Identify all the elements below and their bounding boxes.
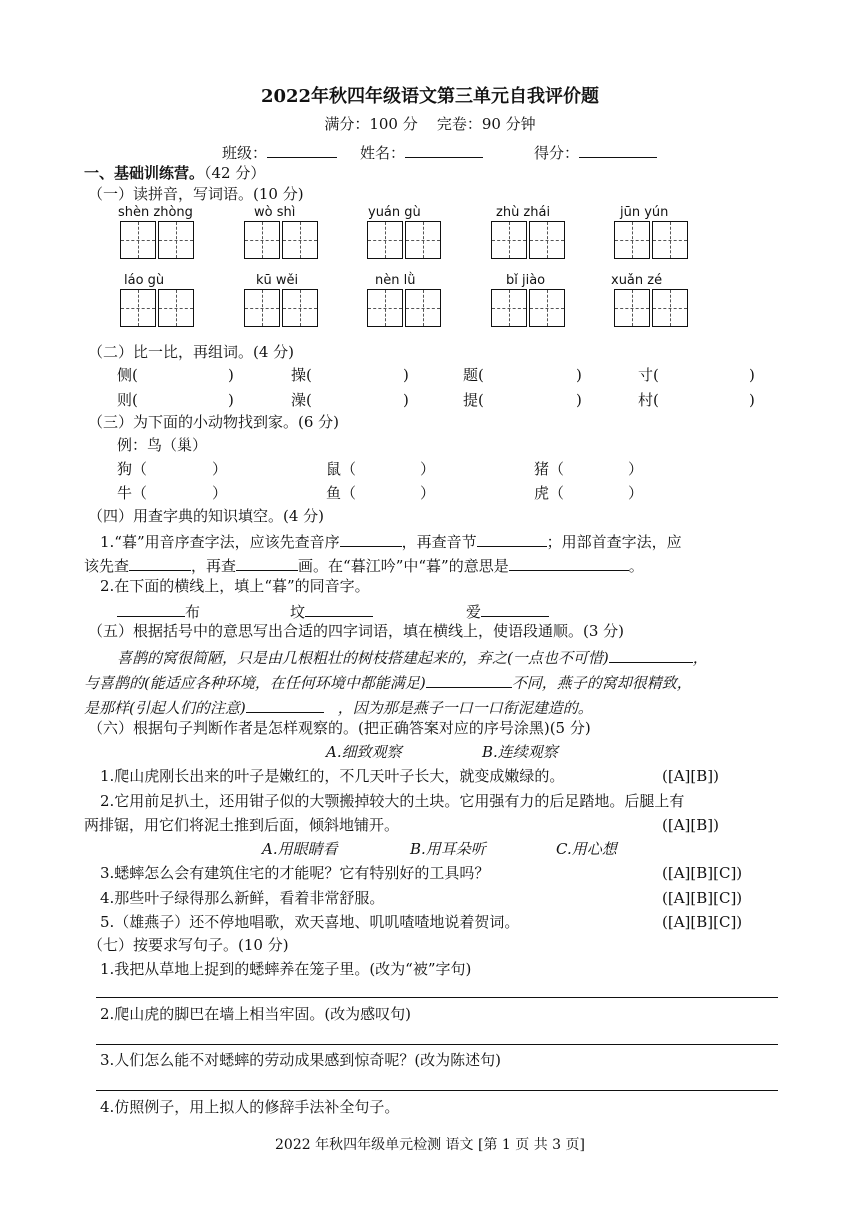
writing-cell[interactable] <box>652 289 688 327</box>
answer-blank[interactable] <box>477 532 547 547</box>
q4-text: 画。在“暮江吟”中“暮”的意思是 <box>298 557 509 575</box>
answer-line[interactable] <box>96 1090 778 1091</box>
writing-cell[interactable] <box>367 221 403 259</box>
paren-close: ) <box>228 366 234 384</box>
q4-text: 。 <box>628 557 644 575</box>
writing-cell[interactable] <box>405 221 441 259</box>
writing-cell[interactable] <box>529 221 565 259</box>
answer-blank[interactable] <box>117 602 185 617</box>
page-footer: 2022 年秋四年级单元检测 语文 [第 1 页 共 3 页] <box>275 1137 585 1153</box>
score-label: 得分： <box>534 144 580 162</box>
pinyin: nèn lǜ <box>375 273 416 288</box>
answer-choice[interactable]: ([A][B][C]) <box>662 913 743 931</box>
answer-blank[interactable] <box>340 532 402 547</box>
pinyin: shèn zhòng <box>118 205 193 220</box>
paren-close: ） <box>628 484 644 502</box>
answer-line[interactable] <box>96 997 778 998</box>
compare-item: 则( <box>117 391 138 409</box>
q3-heading: （三）为下面的小动物找到家。(6 分) <box>88 413 340 431</box>
q6-sentence: 4.那些叶子绿得那么新鲜，看着非常舒服。 <box>100 889 385 907</box>
class-field[interactable] <box>222 143 337 161</box>
answer-blank[interactable] <box>509 556 629 571</box>
q1-heading: （一）读拼音，写词语。(10 分) <box>88 185 304 203</box>
pinyin: kū wěi <box>256 273 299 288</box>
q5-heading: （五）根据括号中的意思写出合适的四字词语，填在横线上，使语段通顺。(3 分) <box>88 622 625 640</box>
q5-text: 是那样(引起人们的注意) <box>84 699 246 717</box>
q4-text: ，再查 <box>191 557 237 575</box>
q6-sentence: 两排锯，用它们将泥土推到后面，倾斜地铺开。 <box>84 816 400 834</box>
writing-cell[interactable] <box>652 221 688 259</box>
writing-cell[interactable] <box>614 221 650 259</box>
compare-item: 村( <box>638 391 659 409</box>
writing-cell[interactable] <box>367 289 403 327</box>
class-label: 班级： <box>222 144 268 162</box>
writing-cell[interactable] <box>614 289 650 327</box>
paren-close: ) <box>403 391 409 409</box>
q4-line2 <box>84 556 644 574</box>
answer-choice[interactable]: ([A][B]) <box>662 816 719 834</box>
q6-heading: （六）根据句子判断作者是怎样观察的。(把正确答案对应的序号涂黑)(5 分) <box>88 719 591 737</box>
paren-close: ） <box>628 460 644 478</box>
answer-blank[interactable] <box>129 556 191 571</box>
q5-line3 <box>84 698 593 716</box>
writing-cell[interactable] <box>491 221 527 259</box>
pinyin: láo gù <box>124 273 165 288</box>
q5-text: ， <box>692 649 708 667</box>
animal-item: 牛（ <box>117 484 148 502</box>
homophone-item <box>290 602 373 620</box>
q4-text: 该先查 <box>84 557 130 575</box>
writing-cell[interactable] <box>282 289 318 327</box>
q4-text: 1.“暮”用音序查字法，应该先查音序 <box>100 533 340 551</box>
paren-close: ) <box>403 366 409 384</box>
writing-cell[interactable] <box>405 289 441 327</box>
q4-line3: 2.在下面的横线上，填上“暮”的同音字。 <box>100 577 370 595</box>
q7-sentence: 4.仿照例子，用上拟人的修辞手法补全句子。 <box>100 1098 400 1116</box>
option: B.连续观察 <box>482 743 558 761</box>
q7-sentence: 1.我把从草地上捉到的蟋蟀养在笼子里。(改为“被”字句) <box>100 960 472 978</box>
writing-cell[interactable] <box>158 289 194 327</box>
compare-item: 提( <box>463 391 484 409</box>
pinyin: bǐ jiào <box>506 273 546 288</box>
answer-blank[interactable] <box>426 673 512 688</box>
name-field[interactable] <box>360 143 483 161</box>
option: C.用心想 <box>556 840 617 858</box>
writing-cell[interactable] <box>158 221 194 259</box>
homophone-word: 爱 <box>466 603 482 621</box>
exam-meta <box>0 117 860 132</box>
paren-close: ) <box>576 366 582 384</box>
paren-close: ） <box>212 484 228 502</box>
q3-example: 例：鸟（巢） <box>117 436 208 454</box>
q4-heading: （四）用查字典的知识填空。(4 分) <box>88 507 325 525</box>
animal-item: 鼠（ <box>326 460 357 478</box>
paren-close: ） <box>212 460 228 478</box>
q6-sentence: 3.蟋蟀怎么会有建筑住宅的才能呢？它有特别好的工具吗？ <box>100 864 490 882</box>
animal-item: 鱼（ <box>326 484 357 502</box>
q7-sentence: 2.爬山虎的脚巴在墙上相当牢固。(改为感叹句) <box>100 1005 412 1023</box>
q5-line1 <box>117 648 708 666</box>
writing-cell[interactable] <box>282 221 318 259</box>
answer-choice[interactable]: ([A][B][C]) <box>662 864 743 882</box>
pinyin: wò shì <box>254 205 296 220</box>
q5-line2 <box>84 673 692 691</box>
q6-sentence: 1.爬山虎刚长出来的叶子是嫩红的，不几天叶子长大，就变成嫩绿的。 <box>100 767 565 785</box>
page-title: 2022年秋四年级语文第三单元自我评价题 <box>260 86 600 107</box>
writing-cell[interactable] <box>244 289 280 327</box>
q5-text: 不同，燕子的窝却很精致， <box>511 674 692 692</box>
name-blank[interactable] <box>405 143 483 158</box>
homophone-word: 坟 <box>290 603 306 621</box>
answer-blank[interactable] <box>609 648 693 663</box>
writing-cell[interactable] <box>491 289 527 327</box>
score-blank[interactable] <box>579 143 657 158</box>
compare-item: 操( <box>291 366 312 384</box>
q5-text: ，因为那是燕子一口一口衔泥建造的。 <box>337 699 593 717</box>
writing-cell[interactable] <box>529 289 565 327</box>
score-field[interactable] <box>534 143 657 161</box>
q7-sentence: 3.人们怎么能不对蟋蟀的劳动成果感到惊奇呢？(改为陈述句) <box>100 1051 502 1069</box>
answer-line[interactable] <box>96 1044 778 1045</box>
q4-text: ；用部首查字法，应 <box>546 533 682 551</box>
compare-item: 题( <box>463 366 484 384</box>
homophone-item <box>466 602 549 620</box>
q6-sentence: 2.它用前足扒土，还用钳子似的大颚搬掉较大的土块。它用强有力的后足踏地。后腿上有 <box>100 792 685 810</box>
animal-item: 虎（ <box>534 484 565 502</box>
pinyin: xuǎn zé <box>611 273 663 288</box>
q4-line1 <box>100 532 682 550</box>
pinyin: yuán gù <box>368 205 421 220</box>
homophone-item <box>117 602 200 620</box>
option: A.用眼睛看 <box>262 840 338 858</box>
section-title: 一、基础训练营。 <box>84 164 205 182</box>
q7-heading: （七）按要求写句子。(10 分) <box>88 936 289 954</box>
homophone-word: 布 <box>185 603 201 621</box>
q4-text: ，再查音节 <box>401 533 477 551</box>
paren-close: ） <box>420 484 436 502</box>
option: B.用耳朵听 <box>410 840 486 858</box>
paren-close: ) <box>749 366 755 384</box>
answer-blank[interactable] <box>246 698 324 713</box>
writing-cell[interactable] <box>244 221 280 259</box>
compare-item: 澡( <box>291 391 312 409</box>
compare-item: 寸( <box>638 366 659 384</box>
duration: 完卷：90 分钟 <box>436 115 536 133</box>
writing-cell[interactable] <box>120 289 156 327</box>
paren-close: ） <box>420 460 436 478</box>
animal-item: 狗（ <box>117 460 148 478</box>
class-blank[interactable] <box>267 143 337 158</box>
q2-heading: （二）比一比，再组词。(4 分) <box>88 343 295 361</box>
section-heading <box>84 166 265 181</box>
answer-blank[interactable] <box>305 602 373 617</box>
option: A.细致观察 <box>326 743 402 761</box>
paren-close: ) <box>228 391 234 409</box>
animal-item: 猪（ <box>534 460 565 478</box>
compare-item: 侧( <box>117 366 138 384</box>
answer-choice[interactable]: ([A][B]) <box>662 767 719 785</box>
name-label: 姓名： <box>360 144 406 162</box>
section-points: （42 分） <box>204 164 266 182</box>
answer-blank[interactable] <box>481 602 549 617</box>
paren-close: ) <box>576 391 582 409</box>
pinyin: zhù zhái <box>496 205 551 220</box>
pinyin: jūn yún <box>620 205 669 220</box>
q5-text: 与喜鹊的(能适应各种环境，在任何环境中都能满足) <box>84 674 426 692</box>
q6-sentence: 5.（雄燕子）还不停地唱歌，欢天喜地、叽叽喳喳地说着贺词。 <box>100 913 520 931</box>
full-score: 满分：100 分 <box>324 115 418 133</box>
q5-text: 喜鹊的窝很简陋，只是由几根粗壮的树枝搭建起来的，弃之(一点也不可惜) <box>117 649 609 667</box>
writing-cell[interactable] <box>120 221 156 259</box>
paren-close: ) <box>749 391 755 409</box>
answer-choice[interactable]: ([A][B][C]) <box>662 889 743 907</box>
answer-blank[interactable] <box>236 556 298 571</box>
